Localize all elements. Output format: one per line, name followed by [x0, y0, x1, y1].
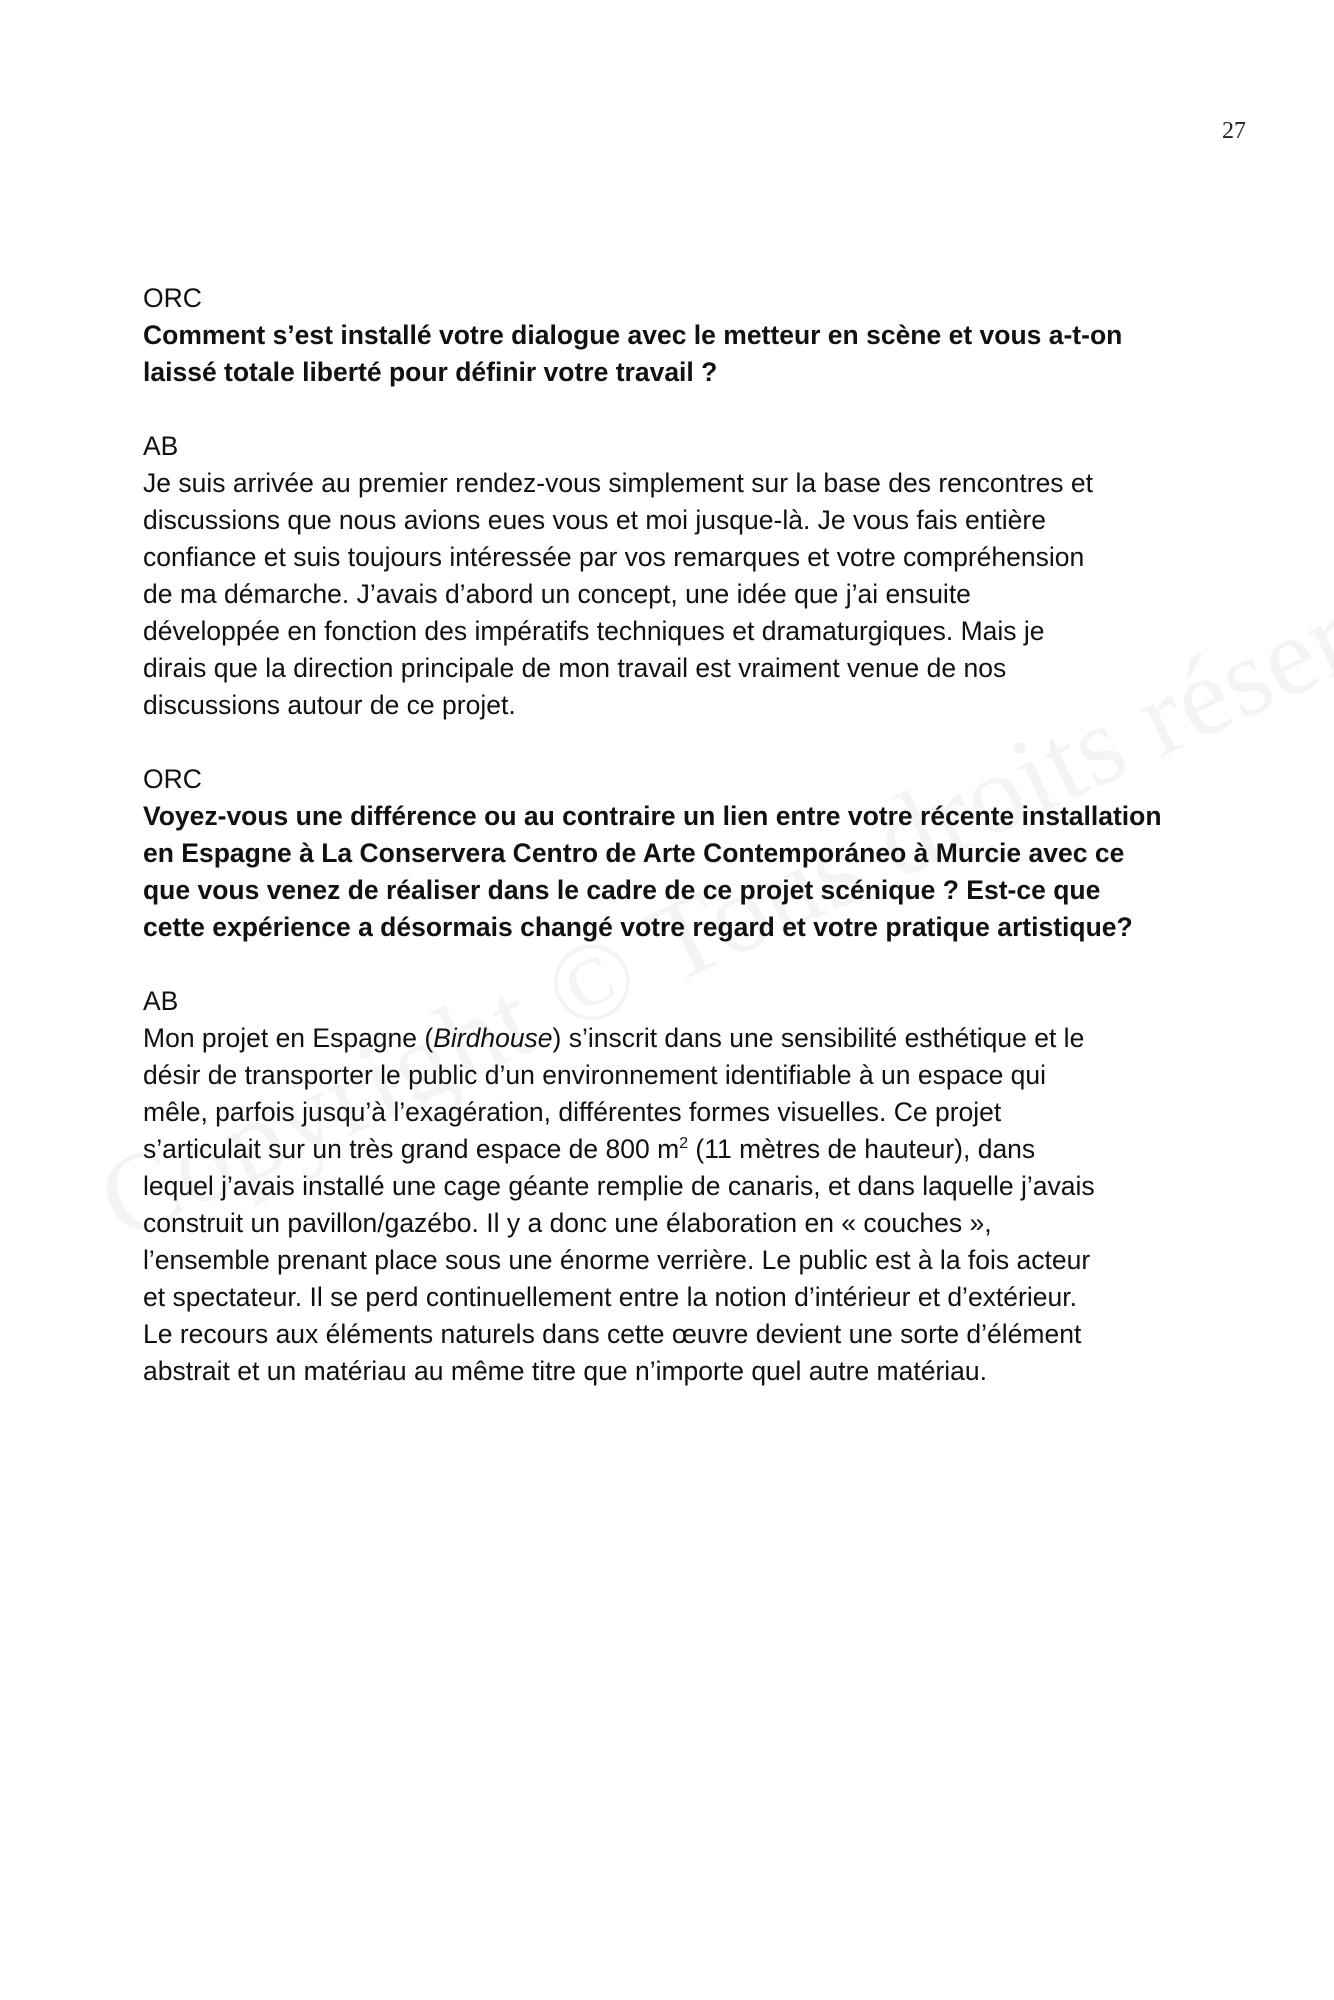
text-line: [143, 1131, 1203, 1168]
text-line: Voyez-vous une différence ou au contraire un lien entre votre récente installation: [143, 801, 1162, 831]
text-line: désir de transporter le public d’un environnement identifiable à un espace qui: [143, 1060, 1047, 1090]
text-line: discussions autour de ce projet.: [143, 690, 516, 720]
speaker-label: AB: [143, 431, 179, 461]
text-fragment: ) s’inscrit dans une sensibilité esthétique et le: [552, 1023, 1085, 1053]
answer-text: [143, 1020, 1203, 1390]
text-line: Je suis arrivée au premier rendez-vous simplement sur la base des rencontres et: [143, 468, 1094, 498]
speaker-label: AB: [143, 986, 179, 1016]
text-line: abstrait et un matériau au même titre que n’importe quel autre matériau.: [143, 1356, 988, 1386]
text-line: discussions que nous avions eues vous et moi jusque-là. Je vous fais entière: [143, 505, 1046, 535]
text-fragment: Mon projet en Espagne (: [143, 1023, 434, 1053]
text-line: en Espagne à La Conservera Centro de Arte Contemporáneo à Murcie avec ce: [143, 838, 1125, 868]
text-line: que vous venez de réaliser dans le cadre de ce projet scénique ? Est-ce que: [143, 875, 1101, 905]
text-line: Le recours aux éléments naturels dans cette œuvre devient une sorte d’élément: [143, 1319, 1082, 1349]
text-line: l’ensemble prenant place sous une énorme verrière. Le public est à la fois acteur: [143, 1245, 1091, 1275]
interview-block-1: [143, 280, 1203, 391]
interview-text: [143, 280, 1203, 1427]
text-line: dirais que la direction principale de mon travail est vraiment venue de nos: [143, 653, 1007, 683]
text-line: développée en fonction des impératifs techniques et dramaturgiques. Mais je: [143, 616, 1045, 646]
text-line: construit un pavillon/gazébo. Il y a donc une élaboration en « couches »,: [143, 1208, 992, 1238]
text-line: mêle, parfois jusqu’à l’exagération, différentes formes visuelles. Ce projet: [143, 1097, 1002, 1127]
interview-block-2: [143, 428, 1203, 724]
interview-block-3: [143, 761, 1203, 946]
answer-text: [143, 465, 1203, 724]
text-fragment: s’articulait sur un très grand espace de 800 m: [143, 1134, 680, 1164]
superscript: 2: [679, 1135, 689, 1153]
text-line: et spectateur. Il se perd continuellement entre la notion d’intérieur et d’extérieur.: [143, 1282, 1077, 1312]
text-line: [143, 1020, 1203, 1057]
artwork-title: Birdhouse: [433, 1023, 553, 1053]
question-text: [143, 317, 1203, 391]
interview-block-4: [143, 983, 1203, 1390]
text-line: cette expérience a désormais changé votre regard et votre pratique artistique?: [143, 912, 1133, 942]
speaker-label: ORC: [143, 283, 202, 313]
text-line: de ma démarche. J’avais d’abord un concept, une idée que j’ai ensuite: [143, 579, 971, 609]
page-number: 27: [1222, 118, 1246, 144]
text-fragment: (11 mètres de hauteur), dans: [688, 1134, 1036, 1164]
text-line: confiance et suis toujours intéressée par vos remarques et votre compréhension: [143, 542, 1085, 572]
speaker-label: ORC: [143, 764, 202, 794]
text-line: Comment s’est installé votre dialogue avec le metteur en scène et vous a-t-on: [143, 320, 1123, 350]
question-text: [143, 798, 1203, 946]
text-line: lequel j’avais installé une cage géante remplie de canaris, et dans laquelle j’avais: [143, 1171, 1095, 1201]
text-line: laissé totale liberté pour définir votre travail ?: [143, 357, 718, 387]
